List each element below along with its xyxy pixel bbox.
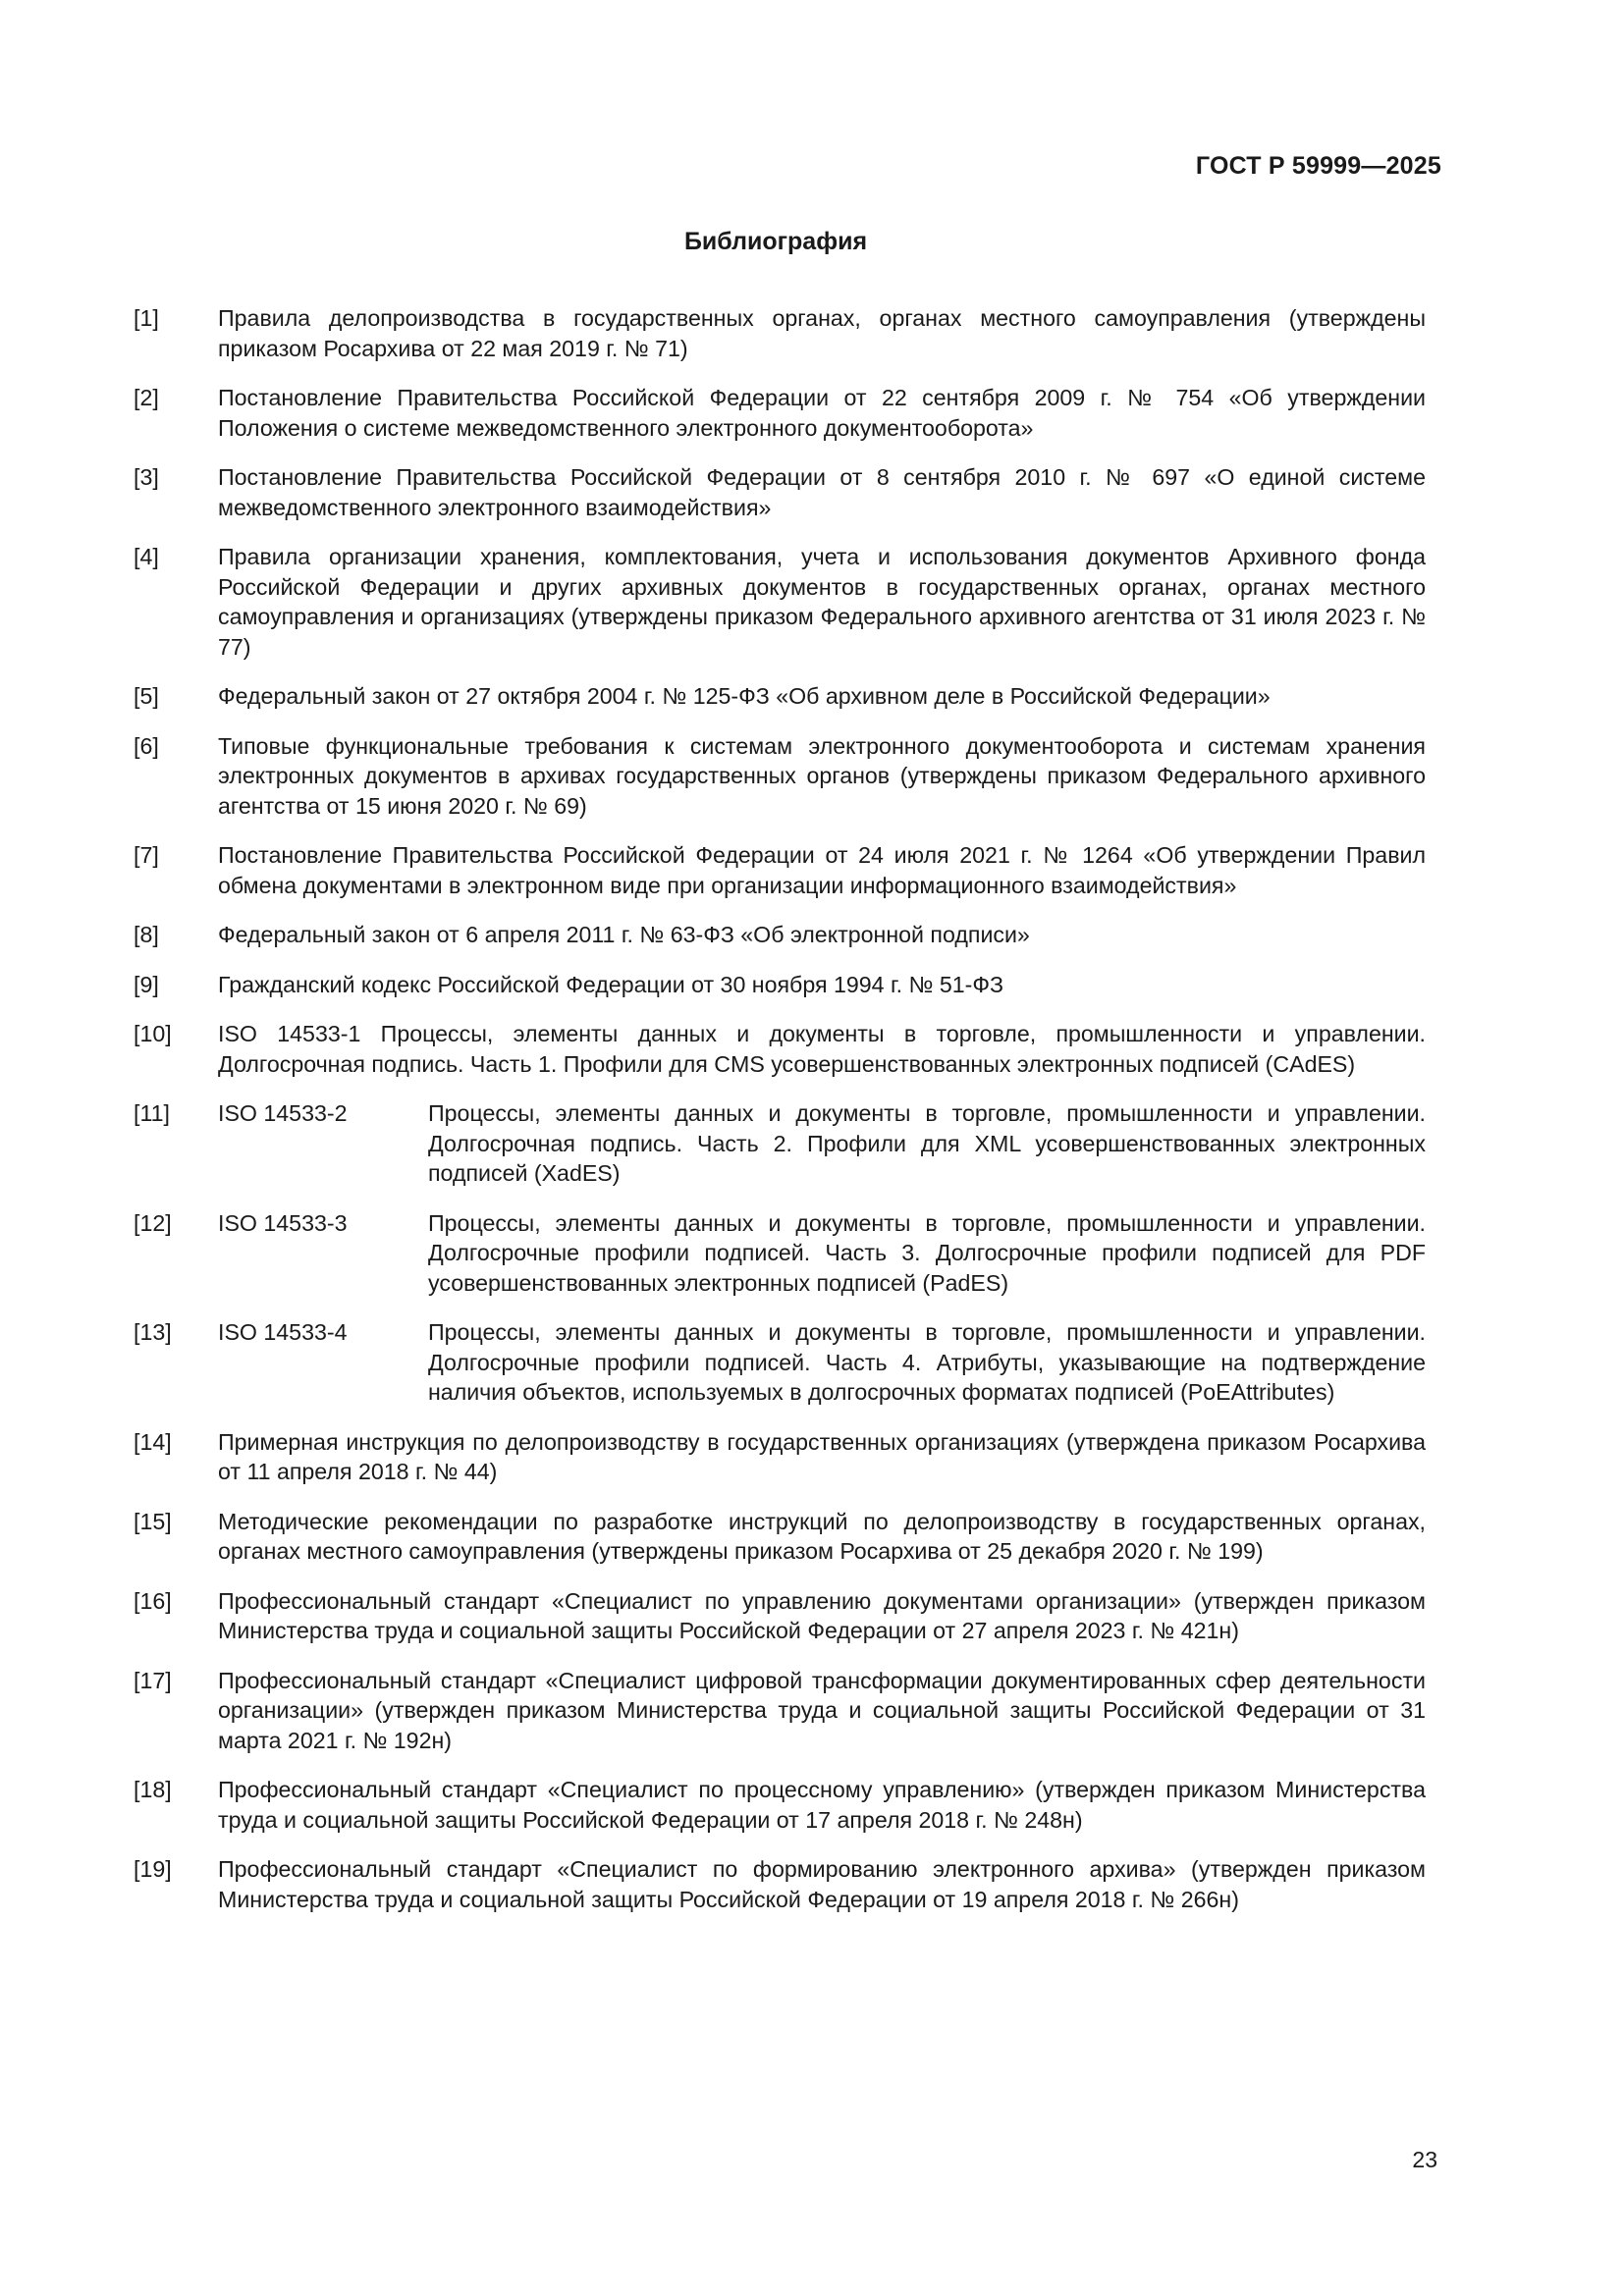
- bibliography-entry: [134, 1666, 1426, 1756]
- entry-text: Правила делопроизводства в государственных органах, органах местного самоуправления (утверждены приказом Росархива от 22 мая 2019 г. № 71): [218, 305, 1426, 361]
- entry-number: [14]: [134, 1428, 172, 1455]
- bibliography-entry: [134, 1317, 1426, 1408]
- page-number: 23: [1412, 2147, 1437, 2172]
- bibliography-entry: [134, 920, 1426, 950]
- entry-text: Профессиональный стандарт «Специалист по процессному управлению» (утвержден приказом Министерства труда и социальной защиты Российской Федерации от 17 апреля 2018 г. № 248н): [218, 1777, 1426, 1833]
- entry-number: [10]: [134, 1021, 172, 1046]
- entry-number: [6]: [134, 732, 159, 759]
- entry-text: Федеральный закон от 27 октября 2004 г. № 125-ФЗ «Об архивном деле в Российской Федерации»: [218, 683, 1271, 709]
- bibliography-entry: [134, 1507, 1426, 1567]
- bibliography-entry: [134, 303, 1426, 363]
- entry-number: [1]: [134, 305, 159, 331]
- entry-standard-code: ISO 14533-4: [218, 1319, 348, 1345]
- bibliography-entry: [134, 462, 1426, 522]
- entry-text: Примерная инструкция по делопроизводству в государственных организациях (утверждена приказом Росархива от 11 апреля 2018 г. № 44): [218, 1428, 1426, 1484]
- entry-standard-code: ISO 14533-3: [218, 1209, 348, 1236]
- entry-number: [18]: [134, 1777, 172, 1802]
- entry-standard-code: ISO 14533-2: [218, 1100, 348, 1126]
- entry-text: Постановление Правительства Российской Федерации от 8 сентября 2010 г. № 697 «О единой системе межведомственного электронного взаимодействия»: [218, 464, 1426, 520]
- bibliography-entry: [134, 383, 1426, 443]
- entry-number: [9]: [134, 971, 159, 997]
- entry-text: Профессиональный стандарт «Специалист цифровой трансформации документированных сфер деятельности организации» (утвержден приказом Министерства труда и социальной защиты Российской Федерации от 31 марта 2021 г. № 192н): [218, 1667, 1426, 1753]
- bibliography-entry: [134, 1098, 1426, 1189]
- entry-number: [11]: [134, 1100, 170, 1126]
- bibliography-title: Библиография: [683, 228, 868, 255]
- bibliography-entry: [134, 840, 1426, 900]
- entry-text: Постановление Правительства Российской Федерации от 24 июля 2021 г. № 1264 «Об утверждении Правил обмена документами в электронном виде при организации информационного взаимодействия»: [218, 842, 1426, 898]
- entry-number: [5]: [134, 683, 159, 709]
- bibliography-entry: [134, 1775, 1426, 1835]
- entry-number: [17]: [134, 1667, 172, 1693]
- bibliography-entry: [134, 1586, 1426, 1646]
- entry-text: Профессиональный стандарт «Специалист по формированию электронного архива» (утвержден приказом Министерства труда и социальной защиты Российской Федерации от 19 апреля 2018 г. № 266н): [218, 1856, 1426, 1912]
- bibliography-entry: [134, 970, 1426, 1000]
- document-id: ГОСТ Р 59999—2025: [1195, 152, 1441, 180]
- entry-text: Типовые функциональные требования к системам электронного документооборота и системам хранения электронных документов в архивах государственных органов (утверждены приказом Федерального архивного агентства от 15 июня 2020 г. № 69): [218, 732, 1426, 819]
- entry-number: [7]: [134, 842, 159, 868]
- bibliography-entry: [134, 1019, 1426, 1079]
- entry-number: [2]: [134, 385, 159, 410]
- entry-number: [12]: [134, 1209, 172, 1236]
- entry-number: [15]: [134, 1508, 172, 1534]
- bibliography-list: [134, 303, 1426, 1934]
- entry-text: Профессиональный стандарт «Специалист по управлению документами организации» (утвержден приказом Министерства труда и социальной защиты Российской Федерации от 27 апреля 2023 г. № 421н): [218, 1587, 1426, 1643]
- bibliography-entry: [134, 1854, 1426, 1914]
- bibliography-entry: [134, 1208, 1426, 1299]
- entry-number: [8]: [134, 922, 159, 947]
- entry-text: Процессы, элементы данных и документы в торговле, промышленности и управлении. Долгосрочная подпись. Часть 2. Профили для XML усовершенствованных электронных подписей (XadES): [428, 1100, 1426, 1186]
- entry-text: Постановление Правительства Российской Федерации от 22 сентября 2009 г. № 754 «Об утверждении Положения о системе межведомственного электронного документооборота»: [218, 385, 1426, 441]
- bibliography-entry: [134, 542, 1426, 662]
- entry-text: Методические рекомендации по разработке инструкций по делопроизводству в государственных органах, органах местного самоуправления (утверждены приказом Росархива от 25 декабря 2020 г. № 199): [218, 1508, 1426, 1564]
- entry-text: Процессы, элементы данных и документы в торговле, промышленности и управлении. Долгосрочные профили подписей. Часть 4. Атрибуты, указывающие на подтверждение наличия объектов, используемых в долгосрочных форматах подписей (PoEAttributes): [428, 1319, 1426, 1405]
- entry-text: Процессы, элементы данных и документы в торговле, промышленности и управлении. Долгосрочные профили подписей. Часть 3. Долгосрочные профили подписей для PDF усовершенствованных электронных подписей (PadES): [428, 1209, 1426, 1296]
- bibliography-entry: [134, 1427, 1426, 1487]
- entry-number: [16]: [134, 1587, 172, 1614]
- bibliography-entry: [134, 681, 1426, 712]
- entry-text: Правила организации хранения, комплектования, учета и использования документов Архивного фонда Российской Федерации и других архивных документов в государственных органах, органах местного самоуправления и организациях (утверждены приказом Федерального архивного агентства от 31 июля 2023 г. № 77): [218, 544, 1426, 660]
- entry-number: [4]: [134, 544, 159, 569]
- entry-text: Федеральный закон от 6 апреля 2011 г. № 63-ФЗ «Об электронной подписи»: [218, 922, 1030, 947]
- entry-number: [19]: [134, 1856, 172, 1882]
- entry-text: Гражданский кодекс Российской Федерации от 30 ноября 1994 г. № 51-ФЗ: [218, 971, 1003, 997]
- entry-number: [3]: [134, 464, 159, 490]
- bibliography-entry: [134, 731, 1426, 822]
- entry-number: [13]: [134, 1319, 172, 1345]
- entry-text: ISO 14533-1 Процессы, элементы данных и документы в торговле, промышленности и управлении. Долгосрочная подпись. Часть 1. Профили для CMS усовершенствованных электронных подписей (CAdES): [218, 1021, 1426, 1077]
